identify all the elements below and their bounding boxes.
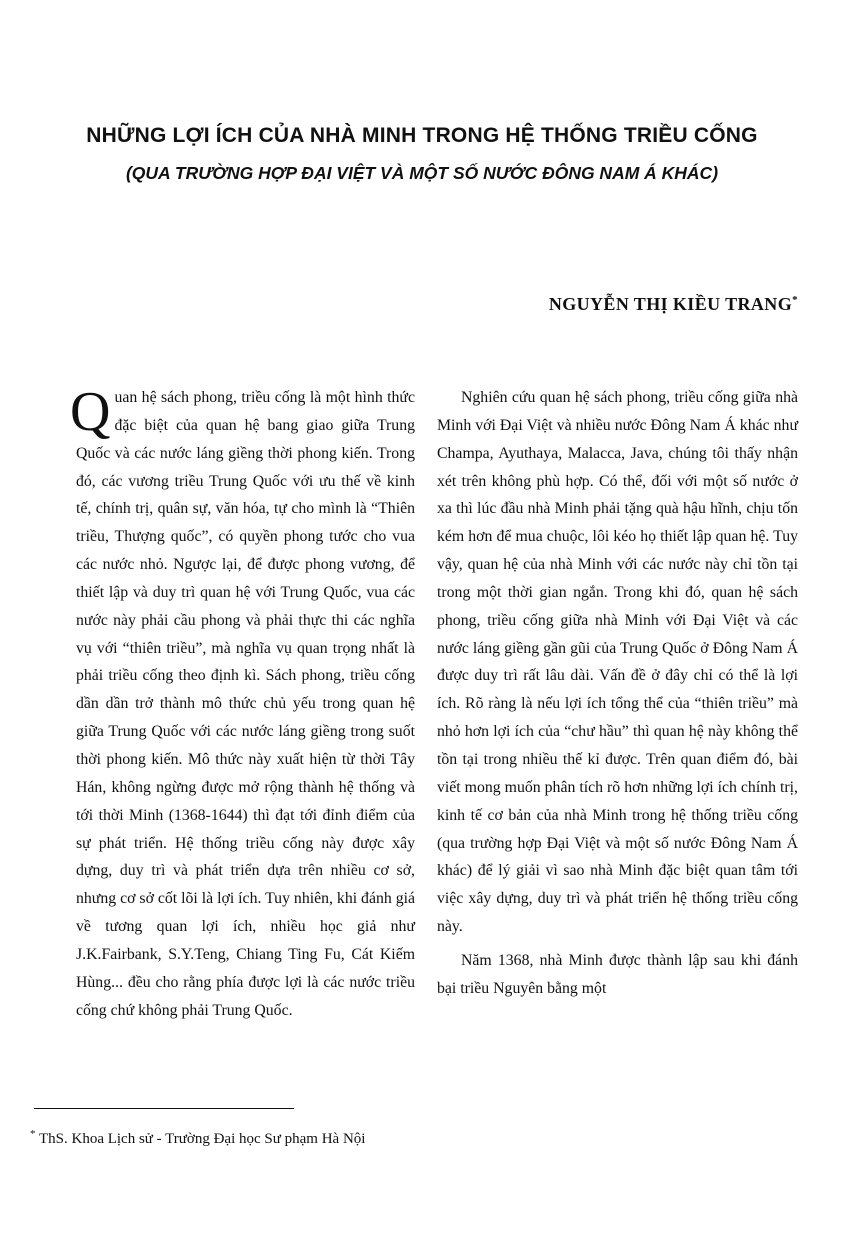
- drop-cap: Q: [70, 381, 111, 443]
- left-paragraph-1: [70, 381, 416, 1024]
- left-column: [70, 381, 416, 1024]
- right-column: [437, 384, 798, 1003]
- article-title: NHỮNG LỢI ÍCH CỦA NHÀ MINH TRONG HỆ THỐNG TRIỀU CỐNG: [86, 124, 758, 147]
- author-footnote-mark: *: [792, 294, 798, 306]
- author-name: [549, 288, 798, 316]
- right-paragraph-2: Năm 1368, nhà Minh được thành lập sau khi đánh bại triều Nguyên bằng một: [437, 951, 798, 997]
- article-subtitle: (QUA TRƯỜNG HỢP ĐẠI VIỆT VÀ MỘT SỐ NƯỚC ĐÔNG NAM Á KHÁC): [125, 163, 719, 183]
- author-name-text: NGUYỄN THỊ KIỀU TRANG: [548, 294, 793, 314]
- footnote-divider: [34, 1108, 294, 1109]
- left-paragraph-1-text: uan hệ sách phong, triều cống là một hình thức đặc biệt của quan hệ bang giao giữa Trung Quốc và các nước láng giềng thời phong kiến. Trong đó, các vương triều Trung Quốc với ưu thế về kinh tế, chính trị, quân sự, văn hóa, tự cho mình là “Thiên triều, Thượng quốc”, có quyền phong tước cho vua các nước nhỏ. Ngược lại, để được phong vương, để thiết lập và duy trì quan hệ với Trung Quốc, vua các nước này phải cầu phong và phải thực thi các nghĩa vụ với “thiên triều”, mà nghĩa vụ quan trọng nhất là phải triều cống theo định kì. Sách phong, triều cống dần dần trở thành mô thức chủ yếu trong quan hệ giữa Trung Quốc với các nước láng giềng trong suốt thời phong kiến. Mô thức này xuất hiện từ thời Tây Hán, không ngừng được mở rộng thành hệ thống và tới thời Minh (1368-1644) thì đạt tới đỉnh điểm của sự phát triển. Hệ thống triều cống này được xây dựng, duy trì và phát triển dựa trên nhiều cơ sở, nhưng cơ sở cốt lõi là lợi ích. Tuy nhiên, khi đánh giá về tương quan lợi ích, nhiều học giả như J.K.Fairbank, S.Y.Teng, Chiang Ting Fu, Cát Kiếm Hùng... đều cho rằng phía được lợi là các nước triều cống chứ không phải Trung Quốc.: [76, 389, 416, 1019]
- footnote-mark: *: [30, 1128, 36, 1140]
- right-paragraph-1: Nghiên cứu quan hệ sách phong, triều cống giữa nhà Minh với Đại Việt và nhiều nước Đông Nam Á khác như Champa, Ayuthaya, Malacca, Java, chúng tôi thấy nhận xét trên không phù hợp. Có thể, đối với một số nước ở xa thì lúc đầu nhà Minh phải tặng quà hậu hĩnh, chịu tốn kém hơn để mua chuộc, lôi kéo họ thiết lập quan hệ. Tuy vậy, quan hệ của nhà Minh với các nước này chỉ tồn tại trong một thời gian ngắn. Trong khi đó, quan hệ sách phong, triều cống giữa nhà Minh với Đại Việt và các nước láng giềng gần gũi của Trung Quốc ở Đông Nam Á được duy trì rất lâu dài. Vấn đề ở đây chỉ có thể là lợi ích. Rõ ràng là nếu lợi ích tổng thể của “thiên triều” mà nhỏ hơn lợi ích của “chư hầu” thì quan hệ này không thể tồn tại trong nhiều thế kỉ được. Trên quan điểm đó, bài viết mong muốn phân tích rõ hơn những lợi ích chính trị, kinh tế cơ bản của nhà Minh trong hệ thống triều cống (qua trường hợp Đại Việt và một số nước Đông Nam Á khác) để lý giải vì sao nhà Minh đặc biệt quan tâm tới việc xây dựng, duy trì và phát triển hệ thống triều cống này.: [437, 389, 798, 936]
- footnote: [30, 1124, 365, 1149]
- footnote-text: ThS. Khoa Lịch sử - Trường Đại học Sư phạm Hà Nội: [38, 1131, 366, 1147]
